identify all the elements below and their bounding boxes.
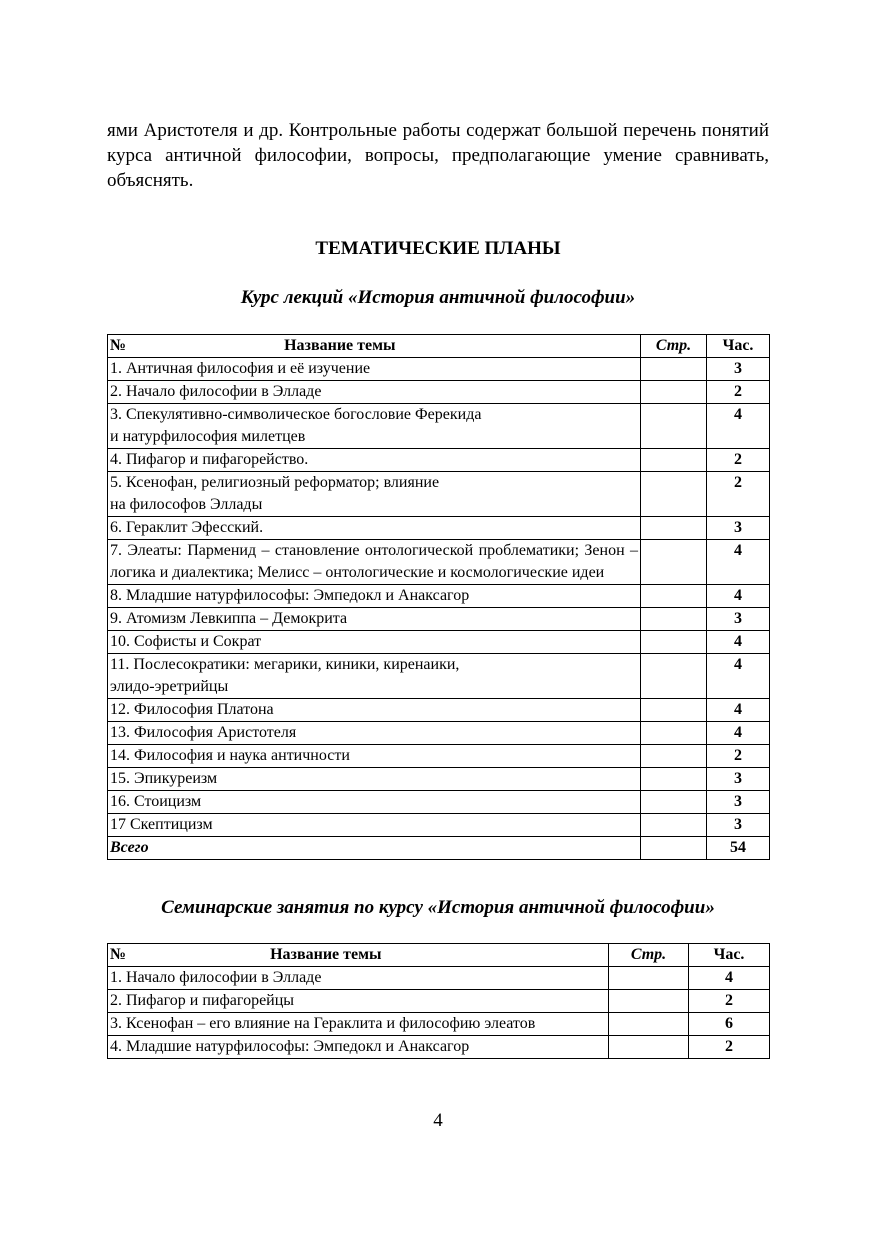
- page-cell: [641, 381, 707, 404]
- seminar-course-title: Семинарские занятия по курсу «История античной философии»: [161, 897, 715, 918]
- topic-header-label: Название темы: [270, 946, 382, 963]
- page-cell: [641, 814, 707, 837]
- hours-cell: 2: [707, 745, 770, 768]
- topic-cell: [108, 517, 641, 540]
- hours-cell: 2: [689, 990, 770, 1013]
- hours-cell: 4: [689, 967, 770, 990]
- page-cell: [641, 791, 707, 814]
- hours-cell: 4: [707, 722, 770, 745]
- hours-cell: 4: [707, 540, 770, 585]
- topic-line: 6. Гераклит Эфесский.: [110, 519, 264, 536]
- topic-header-label: Название темы: [284, 337, 396, 354]
- topic-header: [108, 335, 641, 358]
- page-cell: [609, 967, 689, 990]
- topic-cell: [108, 381, 641, 404]
- topic-cell: [108, 654, 641, 699]
- topic-cell: [108, 472, 641, 517]
- lecture-course-title: Курс лекций «История античной философии»: [240, 287, 636, 308]
- topic-cell: [108, 990, 609, 1013]
- page-cell: [609, 1036, 689, 1059]
- topic-line: 8. Младшие натурфилософы: Эмпедокл и Анаксагор: [110, 587, 470, 604]
- topic-line: элидо-эретрийцы: [110, 678, 229, 695]
- page-cell: [609, 990, 689, 1013]
- page-number: 4: [433, 1110, 443, 1131]
- hours-cell: 3: [707, 517, 770, 540]
- hours-header: Час.: [707, 335, 770, 358]
- hours-cell: 3: [707, 358, 770, 381]
- table-row: [108, 990, 770, 1013]
- total-hours: 54: [707, 837, 770, 860]
- total-label: Всего: [108, 837, 641, 860]
- topic-cell: [108, 722, 641, 745]
- topic-text: 7. Элеаты: Парменид – становление онтологической проблематики; Зенон – логика и диалектика; Мелисс – онтологические и космологические идеи: [110, 542, 638, 581]
- topic-cell: [108, 768, 641, 791]
- topic-cell: [108, 449, 641, 472]
- table-row: [108, 517, 770, 540]
- page-cell: [641, 540, 707, 585]
- hours-cell: 4: [707, 631, 770, 654]
- hours-cell: 3: [707, 814, 770, 837]
- page-heading: ТЕМАТИЧЕСКИЕ ПЛАНЫ: [315, 238, 561, 259]
- topic-cell: [108, 699, 641, 722]
- topic-text: 3. Ксенофан – его влияние на Гераклита и философию элеатов: [110, 1015, 536, 1032]
- topic-line: 16. Стоицизм: [110, 793, 202, 810]
- page-header: Стр.: [641, 335, 707, 358]
- seminar-plan-table: [107, 943, 770, 1059]
- topic-line: 12. Философия Платона: [110, 701, 274, 718]
- page-header: Стр.: [609, 944, 689, 967]
- table-row: [108, 967, 770, 990]
- topic-cell: [108, 540, 641, 585]
- hours-cell: 4: [707, 699, 770, 722]
- table-header-row: [108, 944, 770, 967]
- table-row: [108, 722, 770, 745]
- topic-line: 1. Начало философии в Элладе: [110, 969, 322, 986]
- page-cell: [641, 745, 707, 768]
- table-row: [108, 791, 770, 814]
- topic-cell: [108, 1013, 609, 1036]
- page-cell: [641, 517, 707, 540]
- table-row: [108, 585, 770, 608]
- hours-cell: 3: [707, 791, 770, 814]
- table-row: [108, 608, 770, 631]
- total-page-cell: [641, 837, 707, 860]
- hours-cell: 4: [707, 654, 770, 699]
- topic-cell: [108, 791, 641, 814]
- table-row: [108, 654, 770, 699]
- hours-cell: 2: [707, 472, 770, 517]
- topic-line: 4. Пифагор и пифагорейство.: [110, 451, 309, 468]
- topic-line: 2. Пифагор и пифагорейцы: [110, 992, 295, 1009]
- topic-line: на философов Эллады: [110, 496, 263, 513]
- hours-cell: 4: [707, 404, 770, 449]
- table-row: [108, 1013, 770, 1036]
- topic-line: 2. Начало философии в Элладе: [110, 383, 322, 400]
- table-row: [108, 381, 770, 404]
- topic-cell: [108, 745, 641, 768]
- number-header: №: [110, 337, 127, 354]
- topic-line: 10. Софисты и Сократ: [110, 633, 262, 650]
- page-cell: [641, 404, 707, 449]
- topic-line: 9. Атомизм Левкиппа – Демокрита: [110, 610, 348, 627]
- hours-cell: 2: [707, 381, 770, 404]
- table-row: [108, 358, 770, 381]
- topic-line: 14. Философия и наука античности: [110, 747, 350, 764]
- table-header-row: [108, 335, 770, 358]
- page-cell: [641, 585, 707, 608]
- topic-header: [108, 944, 609, 967]
- number-header: №: [110, 946, 127, 963]
- table-row: [108, 631, 770, 654]
- lecture-plan-table: [107, 334, 770, 860]
- topic-cell: [108, 1036, 609, 1059]
- page-cell: [641, 608, 707, 631]
- hours-cell: 2: [707, 449, 770, 472]
- hours-header: Час.: [689, 944, 770, 967]
- topic-line: 3. Спекулятивно-символическое богословие Ферекида: [110, 406, 482, 423]
- hours-cell: 6: [689, 1013, 770, 1036]
- topic-line: 17 Скептицизм: [110, 816, 213, 833]
- table-row: [108, 472, 770, 517]
- total-row: [108, 837, 770, 860]
- topic-line: 1. Античная философия и её изучение: [110, 360, 371, 377]
- topic-line: и натурфилософия милетцев: [110, 428, 306, 445]
- page-cell: [641, 722, 707, 745]
- topic-line: 11. Послесократики: мегарики, киники, киренаики,: [110, 656, 460, 673]
- topic-cell: [108, 608, 641, 631]
- topic-cell: [108, 967, 609, 990]
- table-row: [108, 540, 770, 585]
- topic-cell: [108, 358, 641, 381]
- page-cell: [641, 768, 707, 791]
- table-row: [108, 449, 770, 472]
- page-cell: [609, 1013, 689, 1036]
- topic-line: 4. Младшие натурфилософы: Эмпедокл и Анаксагор: [110, 1038, 470, 1055]
- hours-cell: 2: [689, 1036, 770, 1059]
- hours-cell: 4: [707, 585, 770, 608]
- page-cell: [641, 631, 707, 654]
- table-row: [108, 745, 770, 768]
- page-cell: [641, 472, 707, 517]
- topic-cell: [108, 404, 641, 449]
- table-row: [108, 1036, 770, 1059]
- table-row: [108, 768, 770, 791]
- page-cell: [641, 654, 707, 699]
- page-cell: [641, 358, 707, 381]
- table-row: [108, 699, 770, 722]
- topic-line: 5. Ксенофан, религиозный реформатор; влияние: [110, 474, 440, 491]
- table-row: [108, 814, 770, 837]
- topic-cell: [108, 814, 641, 837]
- intro-paragraph: ями Аристотеля и др. Контрольные работы содержат большой перечень понятий курса античной философии, вопросы, предполагающие умение сравнивать, объяснять.: [107, 120, 769, 191]
- topic-cell: [108, 631, 641, 654]
- topic-line: 15. Эпикуреизм: [110, 770, 218, 787]
- hours-cell: 3: [707, 608, 770, 631]
- hours-cell: 3: [707, 768, 770, 791]
- page-cell: [641, 699, 707, 722]
- page-cell: [641, 449, 707, 472]
- topic-cell: [108, 585, 641, 608]
- topic-line: 13. Философия Аристотеля: [110, 724, 297, 741]
- table-row: [108, 404, 770, 449]
